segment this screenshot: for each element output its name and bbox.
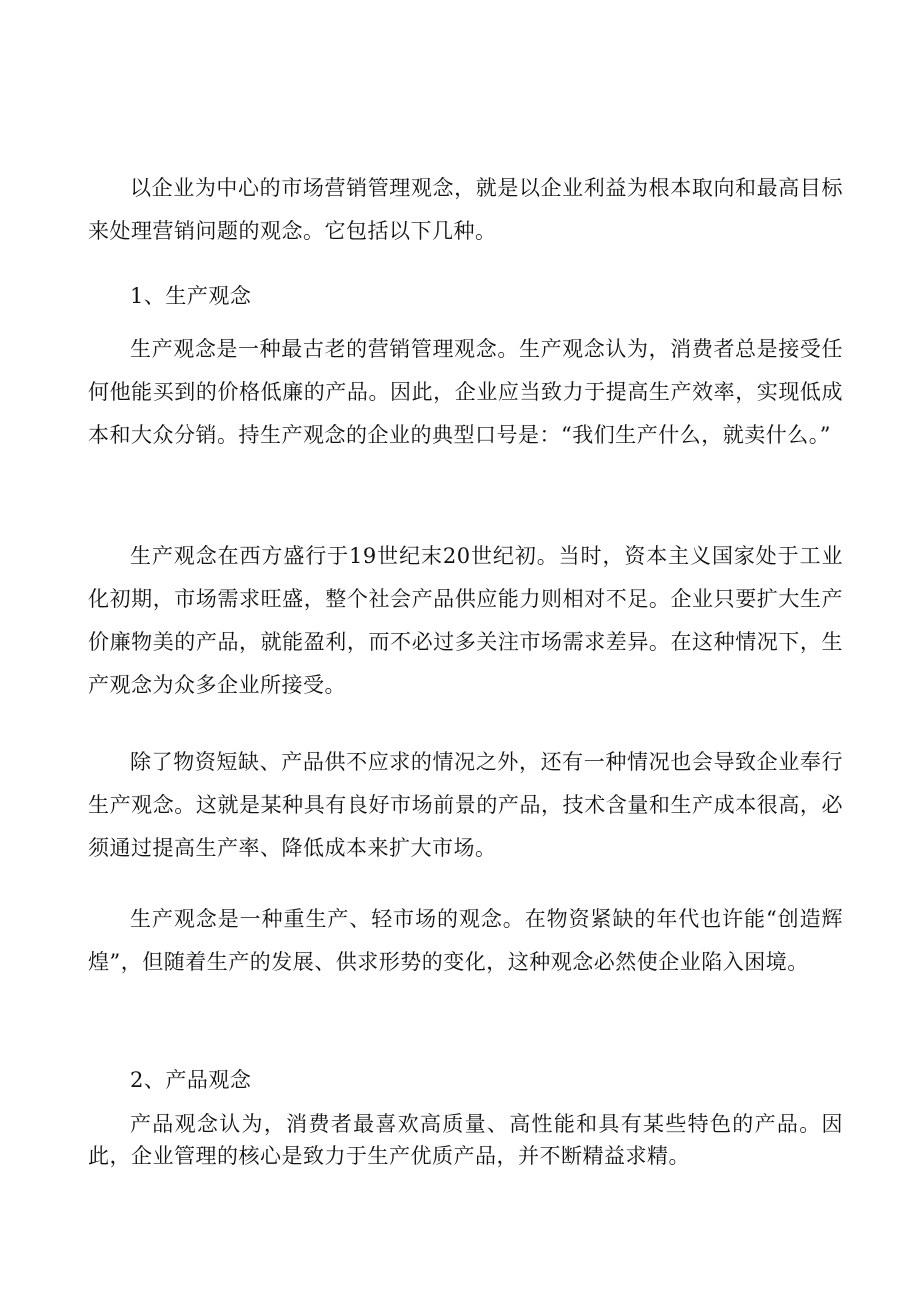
section-heading-production-concept: 1、生产观念 [130, 284, 252, 308]
product-concept-paragraph: 产品观念认为，消费者最喜欢高质量、高性能和具有某些特色的产品。因此，企业管理的核心是致力于生产优质产品，并不断精益求精。 [88, 1112, 843, 1168]
production-concept-paragraph-1: 生产观念是一种最古老的营销管理观念。生产观念认为，消费者总是接受任何他能买到的价格低廉的产品。因此，企业应当致力于提高生产效率，实现低成本和大众分销。持生产观念的企业的典型口号是：“我们生产什么，就卖什么。” [88, 337, 843, 447]
production-concept-paragraph-4: 生产观念是一种重生产、轻市场的观念。在物资紧缺的年代也许能“创造辉煌”，但随着生产的发展、供求形势的变化，这种观念必然使企业陷入困境。 [88, 907, 843, 974]
intro-paragraph: 以企业为中心的市场营销管理观念，就是以企业利益为根本取向和最高目标来处理营销问题的观念。它包括以下几种。 [88, 176, 843, 243]
production-concept-paragraph-3: 除了物资短缺、产品供不应求的情况之外，还有一种情况也会导致企业奉行生产观念。这就是某种具有良好市场前景的产品，技术含量和生产成本很高，必须通过提高生产率、降低成本来扩大市场。 [88, 750, 843, 860]
section-heading-product-concept: 2、产品观念 [130, 1068, 252, 1092]
production-concept-paragraph-2: 生产观念在西方盛行于19世纪末20世纪初。当时，资本主义国家处于工业化初期，市场需求旺盛，整个社会产品供应能力则相对不足。企业只要扩大生产价廉物美的产品，就能盈利，而不必过多关注市场需求差异。在这种情况下，生产观念为众多企业所接受。 [88, 544, 843, 697]
